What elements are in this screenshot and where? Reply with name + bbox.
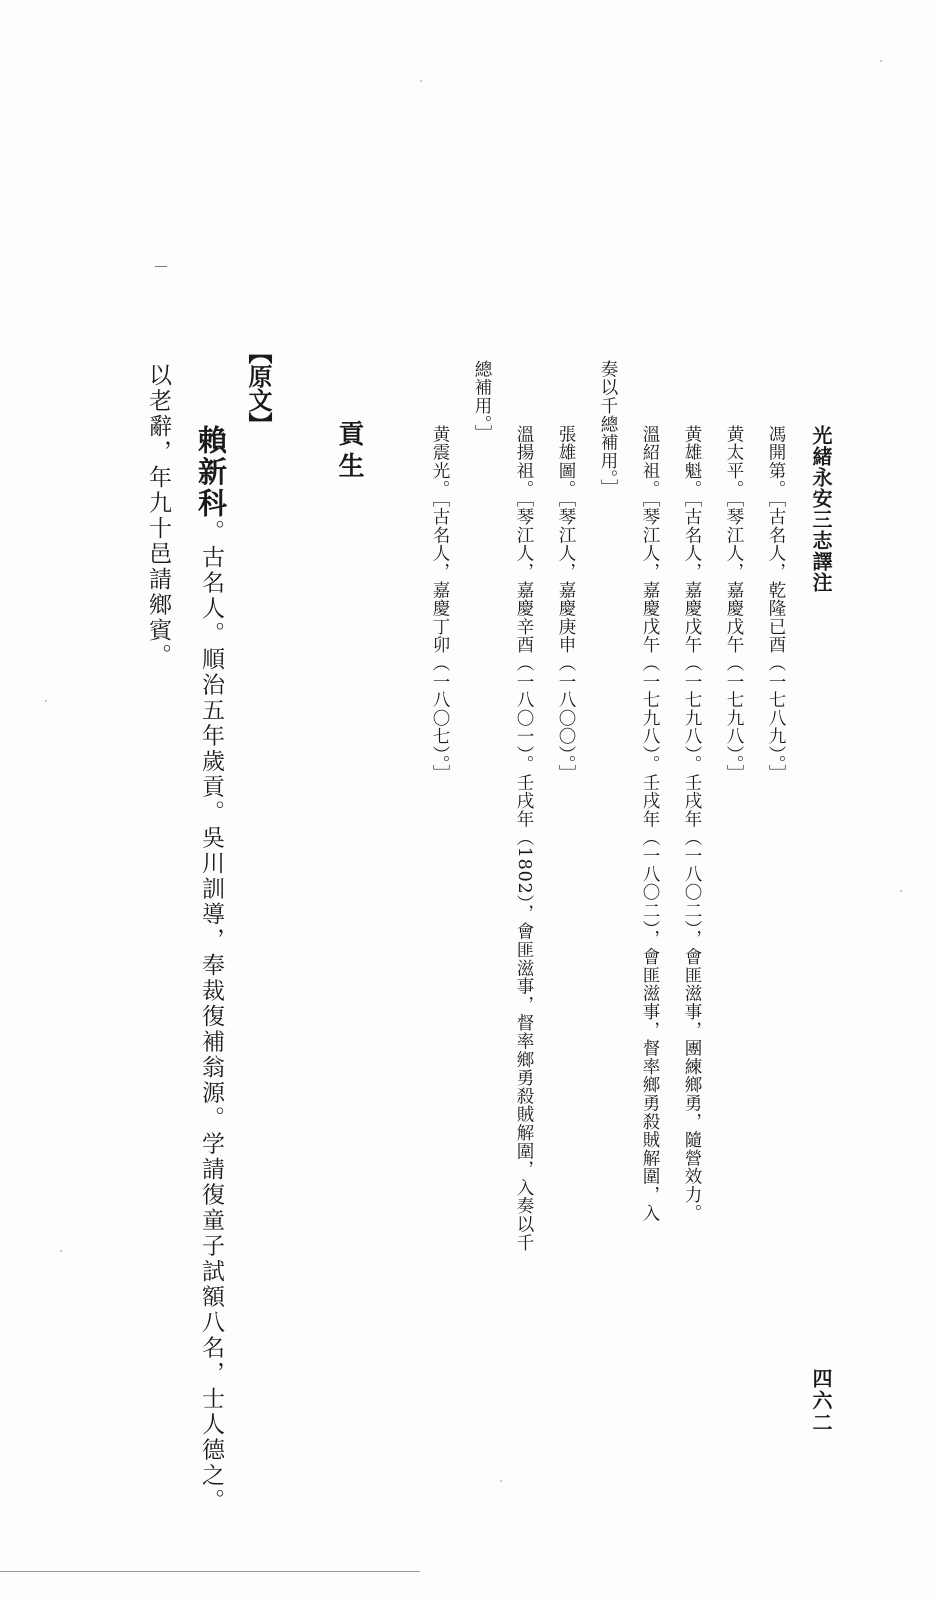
- book-title: 光緒永安三志譯注: [809, 425, 833, 593]
- entry-wen-shaozu: 溫紹祖。［琴江人，嘉慶戊午（一七九八）。壬戌年（一八〇二），會匪滋事，督率鄉勇殺賊解圍，入: [640, 425, 660, 1223]
- scan-edge-line: [0, 1571, 420, 1572]
- page-number: 四六二: [809, 1368, 833, 1434]
- scan-speck: [420, 80, 422, 82]
- original-text-name: 賴新科: [194, 425, 228, 520]
- entry-huang-zhenguang: 黄震光。［古名人，嘉慶丁卯（一八〇七）。］: [430, 425, 450, 784]
- entry-huang-xiongkui: 黄雄魁。［古名人，嘉慶戊午（一七九八）。壬戌年（一八〇二），會匪滋事，團練鄉勇，隨營效力。: [682, 425, 702, 1223]
- entry-huang-taiping: 黄太平。［琴江人，嘉慶戊午（一七九八）。］: [724, 425, 744, 784]
- entry-wen-shaozu-cont: 奏以千總補用。］: [598, 360, 618, 498]
- original-text-line-2: 以老辭，年九十邑請鄉賓。: [145, 363, 171, 669]
- original-text-label: 【原文】: [244, 340, 272, 436]
- scan-speck: [500, 1480, 502, 1482]
- scan-speck: [60, 1250, 62, 1252]
- original-text-line-1: [194, 425, 228, 1514]
- original-text-line-1-rest: 。古名人。順治五年歲貢。吳川訓導，奉裁復補翁源。学請復童子試額八名，士人德之。: [198, 519, 224, 1514]
- scan-speck: [880, 60, 882, 62]
- scan-speck: [45, 700, 47, 702]
- scan-speck: [900, 890, 902, 892]
- entry-wen-yangzu: 溫揚祖。［琴江人，嘉慶辛酉（一八〇一）。壬戌年（1802），會匪滋事，督率鄉勇殺賊解圍，入奏以千: [514, 425, 534, 1252]
- entry-wen-yangzu-cont: 總補用。］: [472, 360, 492, 443]
- scan-mark: [155, 266, 167, 267]
- entry-zhang-xiongtu: 張雄圖。［琴江人，嘉慶庚申（一八〇〇）。］: [556, 425, 576, 784]
- entry-feng-kaidi: 馮開第。［古名人，乾隆已酉（一七八九）。］: [766, 425, 786, 784]
- section-title: 貢生: [334, 420, 364, 484]
